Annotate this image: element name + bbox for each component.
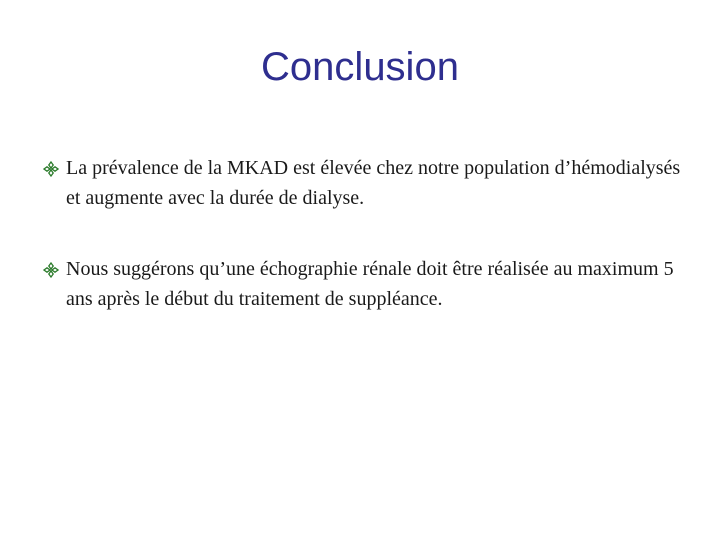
bullet-text: Nous suggérons qu’une échographie rénale doit être réalisée au maximum 5 ans après le début du traitement de suppléance. <box>66 258 674 310</box>
bullet-list <box>43 153 683 355</box>
bullet-text: La prévalence de la MKAD est élevée chez notre population d’hémodialysés et augmente avec la durée de dialyse. <box>66 157 681 209</box>
bullet-item <box>43 254 683 314</box>
bullet-item <box>43 153 683 213</box>
diamond-bullet-icon <box>43 262 59 278</box>
diamond-bullet-icon <box>43 161 59 177</box>
slide-title: Conclusion <box>261 45 459 89</box>
